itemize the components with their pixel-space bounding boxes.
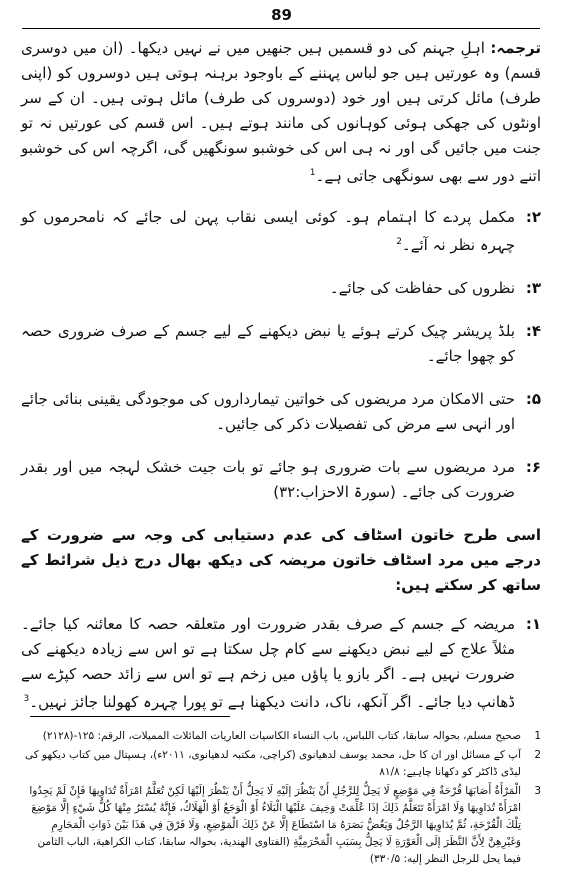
footnotes — [21, 728, 541, 870]
footnote-ref: 1 — [309, 168, 316, 178]
list-item — [21, 276, 541, 301]
translation-lead: ترجمہ: — [490, 39, 541, 57]
item-marker: ۴: — [525, 322, 541, 340]
footnote-text: الْمَرْأَةُ أَصَابَهَا قُرْحَةٌ فِي مَوْضِعٍ لَا يَحِلُّ لِلرَّجُلِ أَنْ يَنْظُرَ إلَيْهِ لَا يَحِلُّ أَنْ يَنْظُرَ إلَيْهَا لَكِنْ تُعَلَّمُ امْرَأَةٌ تُدَاوِيهَا فَإِنْ لَمْ يَجِدُوا امْرَأَةً تُدَاوِيهَا وَلَا امْرَأَةً تَتَعَلَّمُ ذَلِكَ إذَا عُلِّمَتْ وَخِيفَ عَلَيْهَا الْبَلَاءُ أَوْ الْوَجَعُ أَوْ الْهَلَاكُ، فَإِنَّهُ يُسْتَرُ مِنْهَا كُلُّ شَيْءٍ إلَّا مَوْضِعَ تِلْكَ الْقُرْحَةِ، ثُمَّ يُدَاوِيهَا الرَّجُلُ وَيَغُضُّ بَصَرَهُ مَا اسْتَطَاعَ إلَّا عَنْ ذَلِكَ الْمَوْضِعِ، وَلَا فَرْقَ فِي هَذَا بَيْنَ ذَوَاتِ الْمَحَارِمِ وَغَيْرِهِنَّ لِأَنَّ النَّظَرَ إلَى الْعَوْرَةِ لَا يَحِلُّ بِسَبَبِ الْمَحْرَمِيَّةِ (الفتاوى الهندية، بحوالہ سابقا، کتاب الکراھیة، الباب الثامن فيما يحل للرجل النظر إليه: ۳۳۰/۵) — [29, 785, 521, 865]
item-text — [21, 276, 515, 301]
item-body: نظروں کی حفاظت کی جائے۔ — [329, 279, 515, 297]
item-body: مرد مریضوں سے بات ضروری ہو جائے تو بات جیت خشک لہجہ میں اور بقدر ضرورت کی جائے۔ (سورۃ الاحزاب:۳۲) — [21, 458, 515, 501]
footnote — [21, 783, 541, 868]
list-item — [21, 455, 541, 505]
footnote — [21, 747, 541, 781]
item-body: حتی الامکان مرد مریضوں کی خواتین تیمارداروں کی موجودگی یقینی بنائی جائے اور انہی سے مرض کی تفصیلات ذکر کی جائیں۔ — [21, 390, 515, 433]
footnote-ref: 2 — [396, 237, 402, 247]
guideline-list — [21, 205, 541, 505]
item-text — [21, 387, 515, 437]
list-item — [21, 319, 541, 369]
list-item — [21, 205, 541, 258]
item-text — [21, 205, 515, 258]
footnote-number: 2 — [534, 749, 541, 761]
list-item — [21, 387, 541, 437]
item-marker: ۵: — [525, 390, 541, 408]
translation-paragraph — [21, 36, 541, 189]
item-marker: ۱: — [525, 615, 541, 633]
item-marker: ۲: — [525, 208, 541, 226]
item-body: مکمل پردے کا اہتمام ہو۔ کوئی ایسی نقاب پہن لی جائے کہ نامحرموں کو چہرہ نظر نہ آئے۔ — [21, 208, 515, 254]
main-text — [21, 36, 541, 715]
item-text — [21, 612, 515, 715]
footnote — [21, 728, 541, 745]
item-marker: ۳: — [525, 279, 541, 297]
item-text — [21, 455, 515, 505]
header-rule — [22, 28, 540, 29]
footnote-number: 1 — [534, 730, 541, 742]
footnote-text: صحیح مسلم، بحوالہ سابقا، کتاب اللباس، باب النساء الکاسیات العاریات المائلات الممیلات، الرقم: ۱۲۵-(۲۱۲۸) — [42, 730, 521, 742]
translation-text: اہلِ جہنم کی دو قسمیں ہیں جنھیں میں نے نہیں دیکھا۔ (ان میں دوسری قسم) وہ عورتیں ہیں جو لباس پہننے کے باوجود برہنہ ہوتی ہیں دوسروں کو (اپنی طرف) مائل کرتی ہیں اور خود (دوسروں کی طرف) مائل ہوتی ہیں۔ ان کے سر اونٹوں کی جھکی ہوئی کوہانوں کی مانند ہوتے ہیں۔ اس قسم کی عورتیں نہ تو جنت میں جائیں گی اور نہ ہی اس کی خوشبو سونگھیں گی، اگرچہ اس کی خوشبو اتنے دور سے بھی سونگھی جاتی ہے۔ — [21, 39, 541, 185]
closing-paragraph: اسی طرح خاتون اسٹاف کی عدم دستیابی کی وجہ سے ضرورت کے درجے میں مرد اسٹاف خاتون مریضہ کی دیکھ بھال درج ذیل شرائط کے ساتھ کر سکتے ہیں: — [21, 526, 541, 594]
condition-list — [21, 612, 541, 715]
item-body: مریضہ کے جسم کے صرف بقدر ضرورت اور متعلقہ حصہ کا معائنہ کیا جائے۔ مثلاً علاج کے لیے نبض دیکھنے سے کام چل سکتا ہے تو اس سے زیادہ دیکھنے کی ضرورت نہیں ہے۔ اگر بازو یا پاؤں میں زخم ہے تو اس سے زائد حصہ کپڑے سے ڈھانپ دیا جائے۔ اگر آنکھ، ناک، دانت دیکھنا ہے تو پورا چہرہ کھولنا جائز نہیں۔ — [21, 615, 515, 711]
item-body: بلڈ پریشر چیک کرتے ہوئے یا نبض دیکھنے کے لیے جسم کے صرف ضروری حصہ کو چھوا جائے۔ — [21, 322, 515, 365]
footnote-separator — [30, 716, 230, 717]
footnote-text: آپ کے مسائل اور ان کا حل، محمد یوسف لدھیانوی (کراچی، مکتبہ لدھیانوی، ۲۰۱۱ء)، ہسپتال میں کتاب دیکھو کی لیڈی ڈاکٹر کو دکھانا چاہیے: ۸۱/۸ — [24, 749, 521, 778]
item-marker: ۶: — [525, 458, 541, 476]
condition-item — [21, 612, 541, 715]
item-text — [21, 319, 515, 369]
page-number: 89 — [271, 6, 292, 24]
footnote-ref: 3 — [23, 694, 30, 704]
footnote-number: 3 — [534, 785, 541, 797]
